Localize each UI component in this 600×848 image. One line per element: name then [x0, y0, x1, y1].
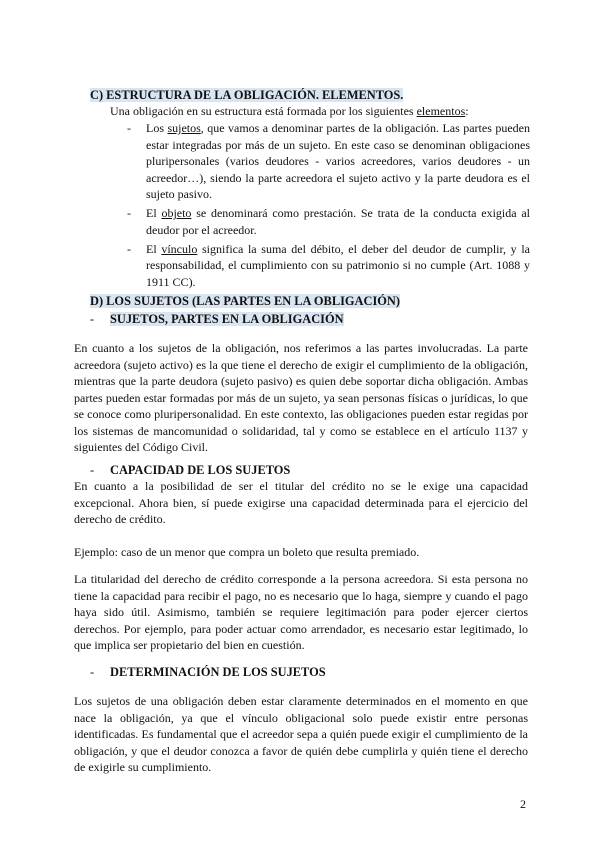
- sub-title-sujetos-partes: - SUJETOS, PARTES EN LA OBLIGACIÓN: [90, 312, 344, 326]
- paragraph-sujetos: En cuanto a los sujetos de la obligación, nos referimos a las partes involucradas. La parte acreedora (sujeto activo) es la que tiene el derecho de exigir el cumplimiento de la obligación, mientras que la parte deudora (sujeto pasivo) es quien debe soportar dicha obligación. Ambas partes pueden estar formadas por más de un sujeto, ya sean personas físicas o jurídicas, lo que se conoce como pluripersonalidad. En este contexto, las obligaciones pueden estar regidas por los sistemas de mancomunidad o solidaridad, tal y como se establece en el artículo 1137 y siguientes del Código Civil.: [74, 341, 528, 454]
- paragraph-titularidad: La titularidad del derecho de crédito corresponde a la persona acreedora. Si esta persona no tiene la capacidad para recibir el pago, no es necesario que lo haga, siempre y cuando el pago haya sido útil. Asimismo, también se requiere legitimación para poder ejercer ciertos derechos. Por ejemplo, para poder actuar como arrendador, es necesario estar legitimado, lo que implica ser propietario del bien en cuestión.: [74, 572, 528, 652]
- sub-title-determinacion: - DETERMINACIÓN DE LOS SUJETOS: [90, 665, 326, 679]
- section-c-intro: Una obligación en su estructura está formada por los siguientes elementos:: [110, 104, 469, 118]
- section-d-title: D) LOS SUJETOS (LAS PARTES EN LA OBLIGACIÓN): [90, 294, 400, 308]
- list-item-objeto: - El objeto se denominará como prestación. Se trata de la conducta exigida al deudor por el acreedor.: [127, 206, 530, 237]
- elements-list: [127, 120, 530, 293]
- list-item-vinculo: - El vínculo significa la suma del débito, el deber del deudor de cumplir, y la responsabilidad, el cumplimiento con su patrimonio si no cumple (Art. 1088 y 1911 CC).: [127, 241, 530, 289]
- page-number: 2: [520, 797, 526, 811]
- paragraph-capacidad: En cuanto a la posibilidad de ser el titular del crédito no se le exige una capacidad excepcional. Ahora bien, sí puede exigirse una capacidad determinada para el ejercicio del derecho de crédito.: [74, 479, 528, 526]
- section-c-title: C) ESTRUCTURA DE LA OBLIGACIÓN. ELEMENTOS.: [90, 88, 404, 102]
- sub-title-capacidad: - CAPACIDAD DE LOS SUJETOS: [90, 463, 291, 477]
- list-item-sujetos: - Los sujetos, que vamos a denominar partes de la obligación. Las partes pueden estar integradas por más de un sujeto. En este caso se denominan obligaciones pluripersonales (varios deudores - varios acreedores, varios deudores - un acreedor…), siendo la parte acreedora el sujeto activo y la parte deudora es el sujeto pasivo.: [127, 121, 530, 201]
- paragraph-ejemplo: Ejemplo: caso de un menor que compra un boleto que resulta premiado.: [74, 545, 420, 559]
- paragraph-determinacion: Los sujetos de una obligación deben estar claramente determinados en el momento en que nace la obligación, ya que el vínculo obligacional solo puede existir entre personas identificadas. Es fundamental que el acreedor sepa a quién puede exigir el cumplimiento de la obligación, y que el deudor conozca a favor de quién debe cumplirla y quién tiene el derecho de exigirle su cumplimiento.: [74, 694, 528, 774]
